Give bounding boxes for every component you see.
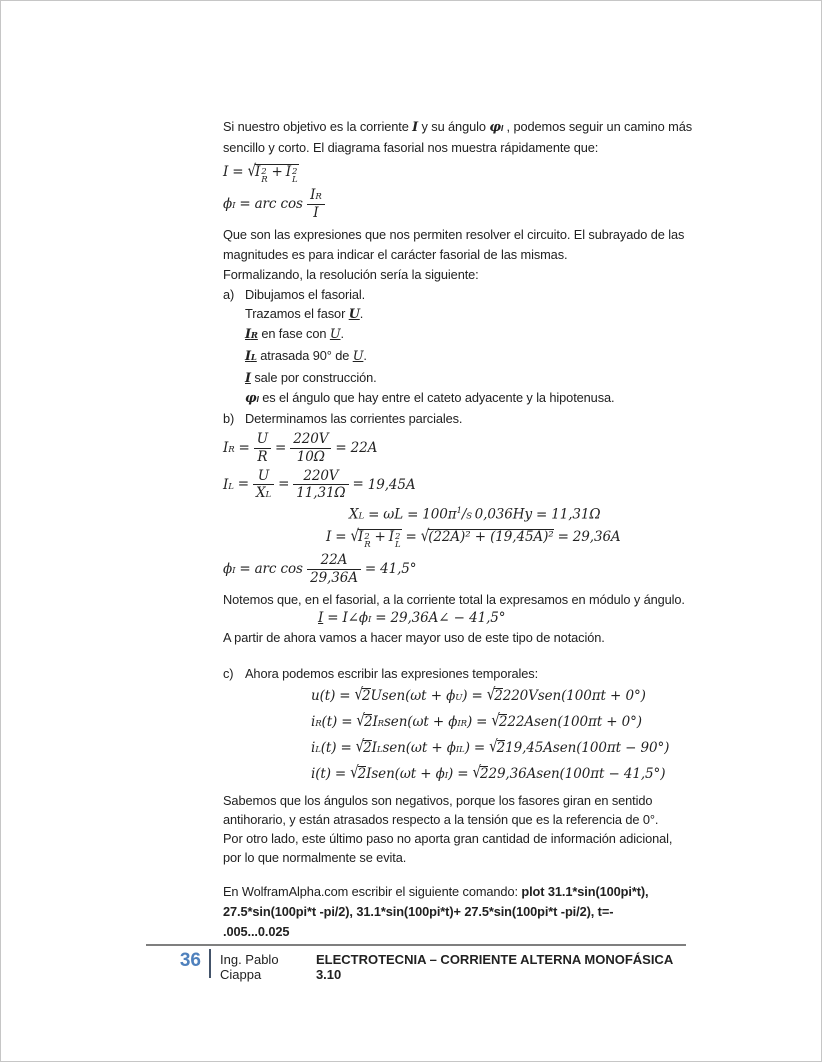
numerator: U xyxy=(254,432,271,449)
intro-text: sencillo y corto. El diagrama fasorial nos muestra rápidamente que: xyxy=(223,140,599,155)
plus-sign: + xyxy=(271,164,283,180)
body-text: Sabemos que los ángulos son negativos, porque los fasores giran en sentido xyxy=(223,792,653,808)
current-symbol: I xyxy=(412,120,419,135)
equals-sign: = xyxy=(557,529,569,546)
footer-author: Ing. Pablo Ciappa xyxy=(220,952,279,982)
numerator: I xyxy=(310,187,316,204)
list-label: a) xyxy=(223,286,235,302)
result-value: 29,36A∠ − 41,5° xyxy=(390,610,506,627)
list-item-c xyxy=(223,664,688,683)
subscript: R xyxy=(261,175,268,186)
intro-text: , podemos seguir un camino más xyxy=(503,119,693,134)
equation-iR-t xyxy=(311,711,688,735)
subscript: L xyxy=(250,352,257,363)
subscript: L xyxy=(394,540,401,551)
radical-sign: √ xyxy=(491,710,500,730)
phi-symbol: φ xyxy=(245,390,257,406)
equals-sign: = xyxy=(340,739,352,756)
denominator: I xyxy=(313,204,319,221)
equals-sign: = xyxy=(457,765,469,782)
math-value: 100π xyxy=(422,506,457,523)
equals-sign: = xyxy=(364,561,377,578)
radical-sign: √ xyxy=(489,736,498,756)
radical-sign: √ xyxy=(350,526,359,546)
fraction xyxy=(307,553,361,586)
subscript: I xyxy=(232,200,236,211)
body-text: es el ángulo que hay entre el cateto adyacente y la hipotenusa. xyxy=(258,389,615,405)
body-text: A partir de ahora vamos a hacer mayor uso de este tipo de notación. xyxy=(223,629,605,645)
equals-sign: = xyxy=(407,506,419,523)
math-symbol: u xyxy=(311,687,320,704)
phi-symbol: ϕ xyxy=(223,195,233,212)
body-text: Notemos que, en el fasorial, a la corriente total la expresamos en módulo y ángulo. xyxy=(223,592,685,608)
result-value: 41,5° xyxy=(380,561,417,578)
body-text: Formalizando, la resolución sería la siguiente: xyxy=(223,266,479,282)
fraction xyxy=(253,469,274,502)
subscript: IL xyxy=(455,744,465,755)
intro-text: Si nuestro objetivo es la corriente xyxy=(223,119,413,134)
equals-sign: = xyxy=(239,195,251,212)
equation-XL xyxy=(349,507,688,523)
denominator: 29,36A xyxy=(310,570,358,587)
equation-u-t xyxy=(311,685,688,709)
math-symbol: I xyxy=(366,765,372,782)
equals-sign: = xyxy=(368,506,380,523)
operator-arccos: arc cos xyxy=(254,561,303,578)
footer-rule xyxy=(146,944,686,946)
result-value: 19,45A xyxy=(367,476,416,493)
math-symbol: I xyxy=(371,739,377,756)
subscript: L xyxy=(228,481,234,492)
equation-total-current xyxy=(326,526,688,551)
body-text: . xyxy=(363,347,367,363)
list-title: Dibujamos el fasorial. xyxy=(245,286,366,302)
fraction xyxy=(307,188,325,221)
subscript: L xyxy=(315,744,321,755)
paragraph-sabemos xyxy=(223,791,688,867)
equation-polar-notation xyxy=(318,611,688,627)
list-title: Ahora podemos escribir las expresiones temporales: xyxy=(245,665,539,681)
list-item-a xyxy=(223,285,688,409)
subscript: L xyxy=(376,744,383,755)
radical-sign: √ xyxy=(356,710,365,730)
radicand: 2 xyxy=(496,739,506,756)
numerator: 22A xyxy=(307,553,361,570)
phasor-IL: I xyxy=(245,348,251,364)
math-expression: 19,45Asen(100πt − 90°) xyxy=(505,739,670,756)
radical-sign: √ xyxy=(420,526,430,546)
radicand: 2 xyxy=(494,687,503,704)
math-expression: sen(ωt + ϕ xyxy=(381,687,456,704)
math-symbol: X xyxy=(349,506,359,523)
subscript: L xyxy=(265,490,272,501)
result-value: 29,36A xyxy=(572,529,621,546)
equation-i-t xyxy=(311,763,688,787)
subscript: L xyxy=(291,175,298,186)
body-text: . xyxy=(340,325,344,341)
body-text: . xyxy=(359,305,364,321)
fraction xyxy=(293,469,348,502)
denominator: 10Ω xyxy=(296,448,325,465)
math-symbol: i xyxy=(311,739,316,756)
slash: / xyxy=(461,506,467,523)
math-expression: 22Asen(100πt + 0°) xyxy=(507,713,642,730)
math-expression: ) xyxy=(448,765,454,782)
math-expression: sen(ωt + ϕ xyxy=(382,739,456,756)
radicand: 2 xyxy=(479,765,489,782)
radicand: 2 xyxy=(498,713,508,730)
superscript: 2 xyxy=(261,167,267,177)
radical-sign: √ xyxy=(350,762,359,782)
equals-sign: = xyxy=(375,610,387,627)
page-number: 36 xyxy=(179,950,201,971)
numerator: 220V xyxy=(293,469,348,486)
radical-sign: √ xyxy=(355,736,365,756)
subscript: R xyxy=(364,540,371,551)
equation-iL-t xyxy=(311,737,688,761)
math-expression: sen(ωt + ϕ xyxy=(371,765,445,782)
body-text: por lo que normalmente se evita. xyxy=(223,849,407,865)
numerator: U xyxy=(253,469,274,486)
phasor-I: I xyxy=(245,370,251,386)
math-symbol: i xyxy=(311,765,316,782)
subscript: I xyxy=(232,566,236,577)
subscript: I xyxy=(444,770,449,781)
page-content xyxy=(223,117,693,942)
math-expression: ) xyxy=(464,739,470,756)
footer-divider xyxy=(209,949,211,978)
phasor-U: U xyxy=(352,348,364,364)
math-symbol: I xyxy=(223,476,229,493)
radicand: 2 xyxy=(363,713,373,730)
command-text: plot 31.1*sin(100pi*t), xyxy=(521,883,649,899)
fraction xyxy=(290,432,331,465)
superscript: 2 xyxy=(364,532,370,543)
body-text: atrasada 90° de xyxy=(256,347,353,363)
equation-current-magnitude xyxy=(223,161,688,186)
math-value: 0,036Hy xyxy=(474,506,532,523)
math-symbol: i xyxy=(311,713,316,730)
phi-symbol: ϕ xyxy=(223,561,233,578)
subscript: R xyxy=(315,192,322,203)
equals-sign: = xyxy=(237,476,249,493)
radical-sign: √ xyxy=(354,684,364,704)
equals-sign: = xyxy=(536,506,548,523)
math-symbol: U xyxy=(370,687,382,704)
subscript: R xyxy=(315,718,322,729)
math-symbol: I xyxy=(388,529,394,546)
body-text: En WolframAlpha.com escribir el siguiente comando: xyxy=(223,883,522,899)
radicand: 2 xyxy=(363,739,372,756)
subscript: R xyxy=(250,330,258,341)
equals-sign: = xyxy=(405,529,417,546)
math-symbol: I xyxy=(223,164,229,180)
body-text: Trazamos el fasor xyxy=(245,305,349,321)
phi-symbol: φ xyxy=(489,120,501,135)
equals-sign: = xyxy=(341,713,353,730)
subscript: I xyxy=(368,615,372,626)
command-text: 27.5*sin(100pi*t -pi/2), 31.1*sin(100pi*t)+ 27.5*sin(100pi*t -pi/2), t=- xyxy=(223,903,614,919)
list-title: Determinamos las corrientes parciales. xyxy=(245,410,463,426)
math-symbol: I xyxy=(285,164,291,180)
body-text: sale por construcción. xyxy=(250,369,377,385)
body-text: Por otro lado, este último paso no aporta gran cantidad de información adicional, xyxy=(223,830,673,846)
command-text: .005...0.025 xyxy=(223,923,290,939)
equals-sign: = xyxy=(352,476,364,493)
plus-sign: + xyxy=(374,529,386,546)
math-expression: sen(ωt + ϕ xyxy=(383,713,458,730)
radicand: (22A)² + (19,45A)² xyxy=(428,529,554,546)
equals-sign: = xyxy=(275,439,287,456)
phasor-I: I xyxy=(318,610,324,627)
page-footer xyxy=(146,948,686,982)
operator-arccos: arc cos xyxy=(254,195,303,212)
math-symbol: (t) xyxy=(321,713,338,730)
equation-IL xyxy=(223,469,688,502)
equals-sign: = xyxy=(335,529,347,546)
equals-sign: = xyxy=(239,561,251,578)
denominator: X xyxy=(256,485,266,502)
numerator: 220V xyxy=(290,432,331,449)
math-symbol: (t) xyxy=(315,765,331,782)
equals-sign: = xyxy=(334,765,347,782)
phasor-IR: I xyxy=(245,326,251,342)
body-text: magnitudes es para indicar el carácter fasorial de las mismas. xyxy=(223,246,568,262)
superscript: 2 xyxy=(394,532,401,543)
equals-sign: = xyxy=(473,739,486,756)
result-value: 11,31Ω xyxy=(551,506,601,523)
math-expression: 29,36Asen(100πt − 41,5°) xyxy=(488,765,666,782)
subscript: R xyxy=(228,444,235,455)
fraction xyxy=(254,432,271,465)
radicand: 2 xyxy=(362,687,371,704)
math-expression: ) xyxy=(462,687,468,704)
math-expression: ) xyxy=(466,713,473,730)
phasor-U: U xyxy=(348,306,360,322)
equals-sign: = xyxy=(339,687,351,704)
math-symbol: ωL xyxy=(383,506,404,523)
phasor-U: U xyxy=(329,326,341,342)
equals-sign: = xyxy=(476,713,488,730)
result-value: 22A xyxy=(350,439,378,456)
radical-sign: √ xyxy=(247,161,256,181)
radical-sign: √ xyxy=(472,762,481,782)
body-text: en fase con xyxy=(257,325,330,341)
phi-subscript: I xyxy=(256,393,259,404)
list-item-b xyxy=(223,409,688,428)
paragraph-expresiones xyxy=(223,225,688,285)
math-symbol: I xyxy=(223,439,229,456)
radical-sign: √ xyxy=(486,684,496,704)
paragraph-wolframalpha xyxy=(223,882,688,942)
equals-sign: = xyxy=(335,439,347,456)
equation-phase-angle xyxy=(223,188,688,221)
unit-denominator: S xyxy=(466,511,473,522)
subscript: U xyxy=(455,692,463,703)
equals-sign: = xyxy=(278,476,290,493)
equation-IR xyxy=(223,432,688,465)
body-text: Que son las expresiones que nos permiten resolver el circuito. El subrayado de las xyxy=(223,226,685,242)
phi-subscript: I xyxy=(500,123,504,133)
denominator: 11,31Ω xyxy=(296,485,346,502)
list-label: c) xyxy=(223,665,234,681)
equals-sign: = xyxy=(471,687,483,704)
math-symbol: I xyxy=(372,713,378,730)
math-symbol: I xyxy=(326,529,332,546)
denominator: R xyxy=(257,448,268,465)
math-symbol: I xyxy=(357,529,364,546)
list-label: b) xyxy=(223,410,235,426)
subscript: IR xyxy=(457,718,467,729)
math-expression: 220Vsen(100πt + 0°) xyxy=(502,687,646,704)
math-expression: I∠ϕ xyxy=(342,610,368,627)
equals-sign: = xyxy=(238,439,250,456)
equals-sign: = xyxy=(327,610,339,627)
superscript: 2 xyxy=(291,167,298,177)
intro-text: y su ángulo xyxy=(418,119,490,134)
math-symbol: I xyxy=(254,164,261,180)
equals-sign: = xyxy=(232,164,244,180)
radicand: 2 xyxy=(357,765,367,782)
footer-doc-title: ELECTROTECNIA – CORRIENTE ALTERNA MONOFÁSICA 3.10 xyxy=(315,952,673,982)
unit-numerator: 1 xyxy=(456,506,462,517)
subscript: R xyxy=(377,718,384,729)
subscript: L xyxy=(358,511,365,522)
paragraph-intro xyxy=(223,117,693,158)
math-symbol: (t) xyxy=(319,687,336,704)
body-text: antihorario, y están atrasados respecto a la tensión que es la referencia de 0°. xyxy=(223,811,659,827)
math-symbol: (t) xyxy=(320,739,337,756)
equation-phase-result xyxy=(223,553,688,586)
